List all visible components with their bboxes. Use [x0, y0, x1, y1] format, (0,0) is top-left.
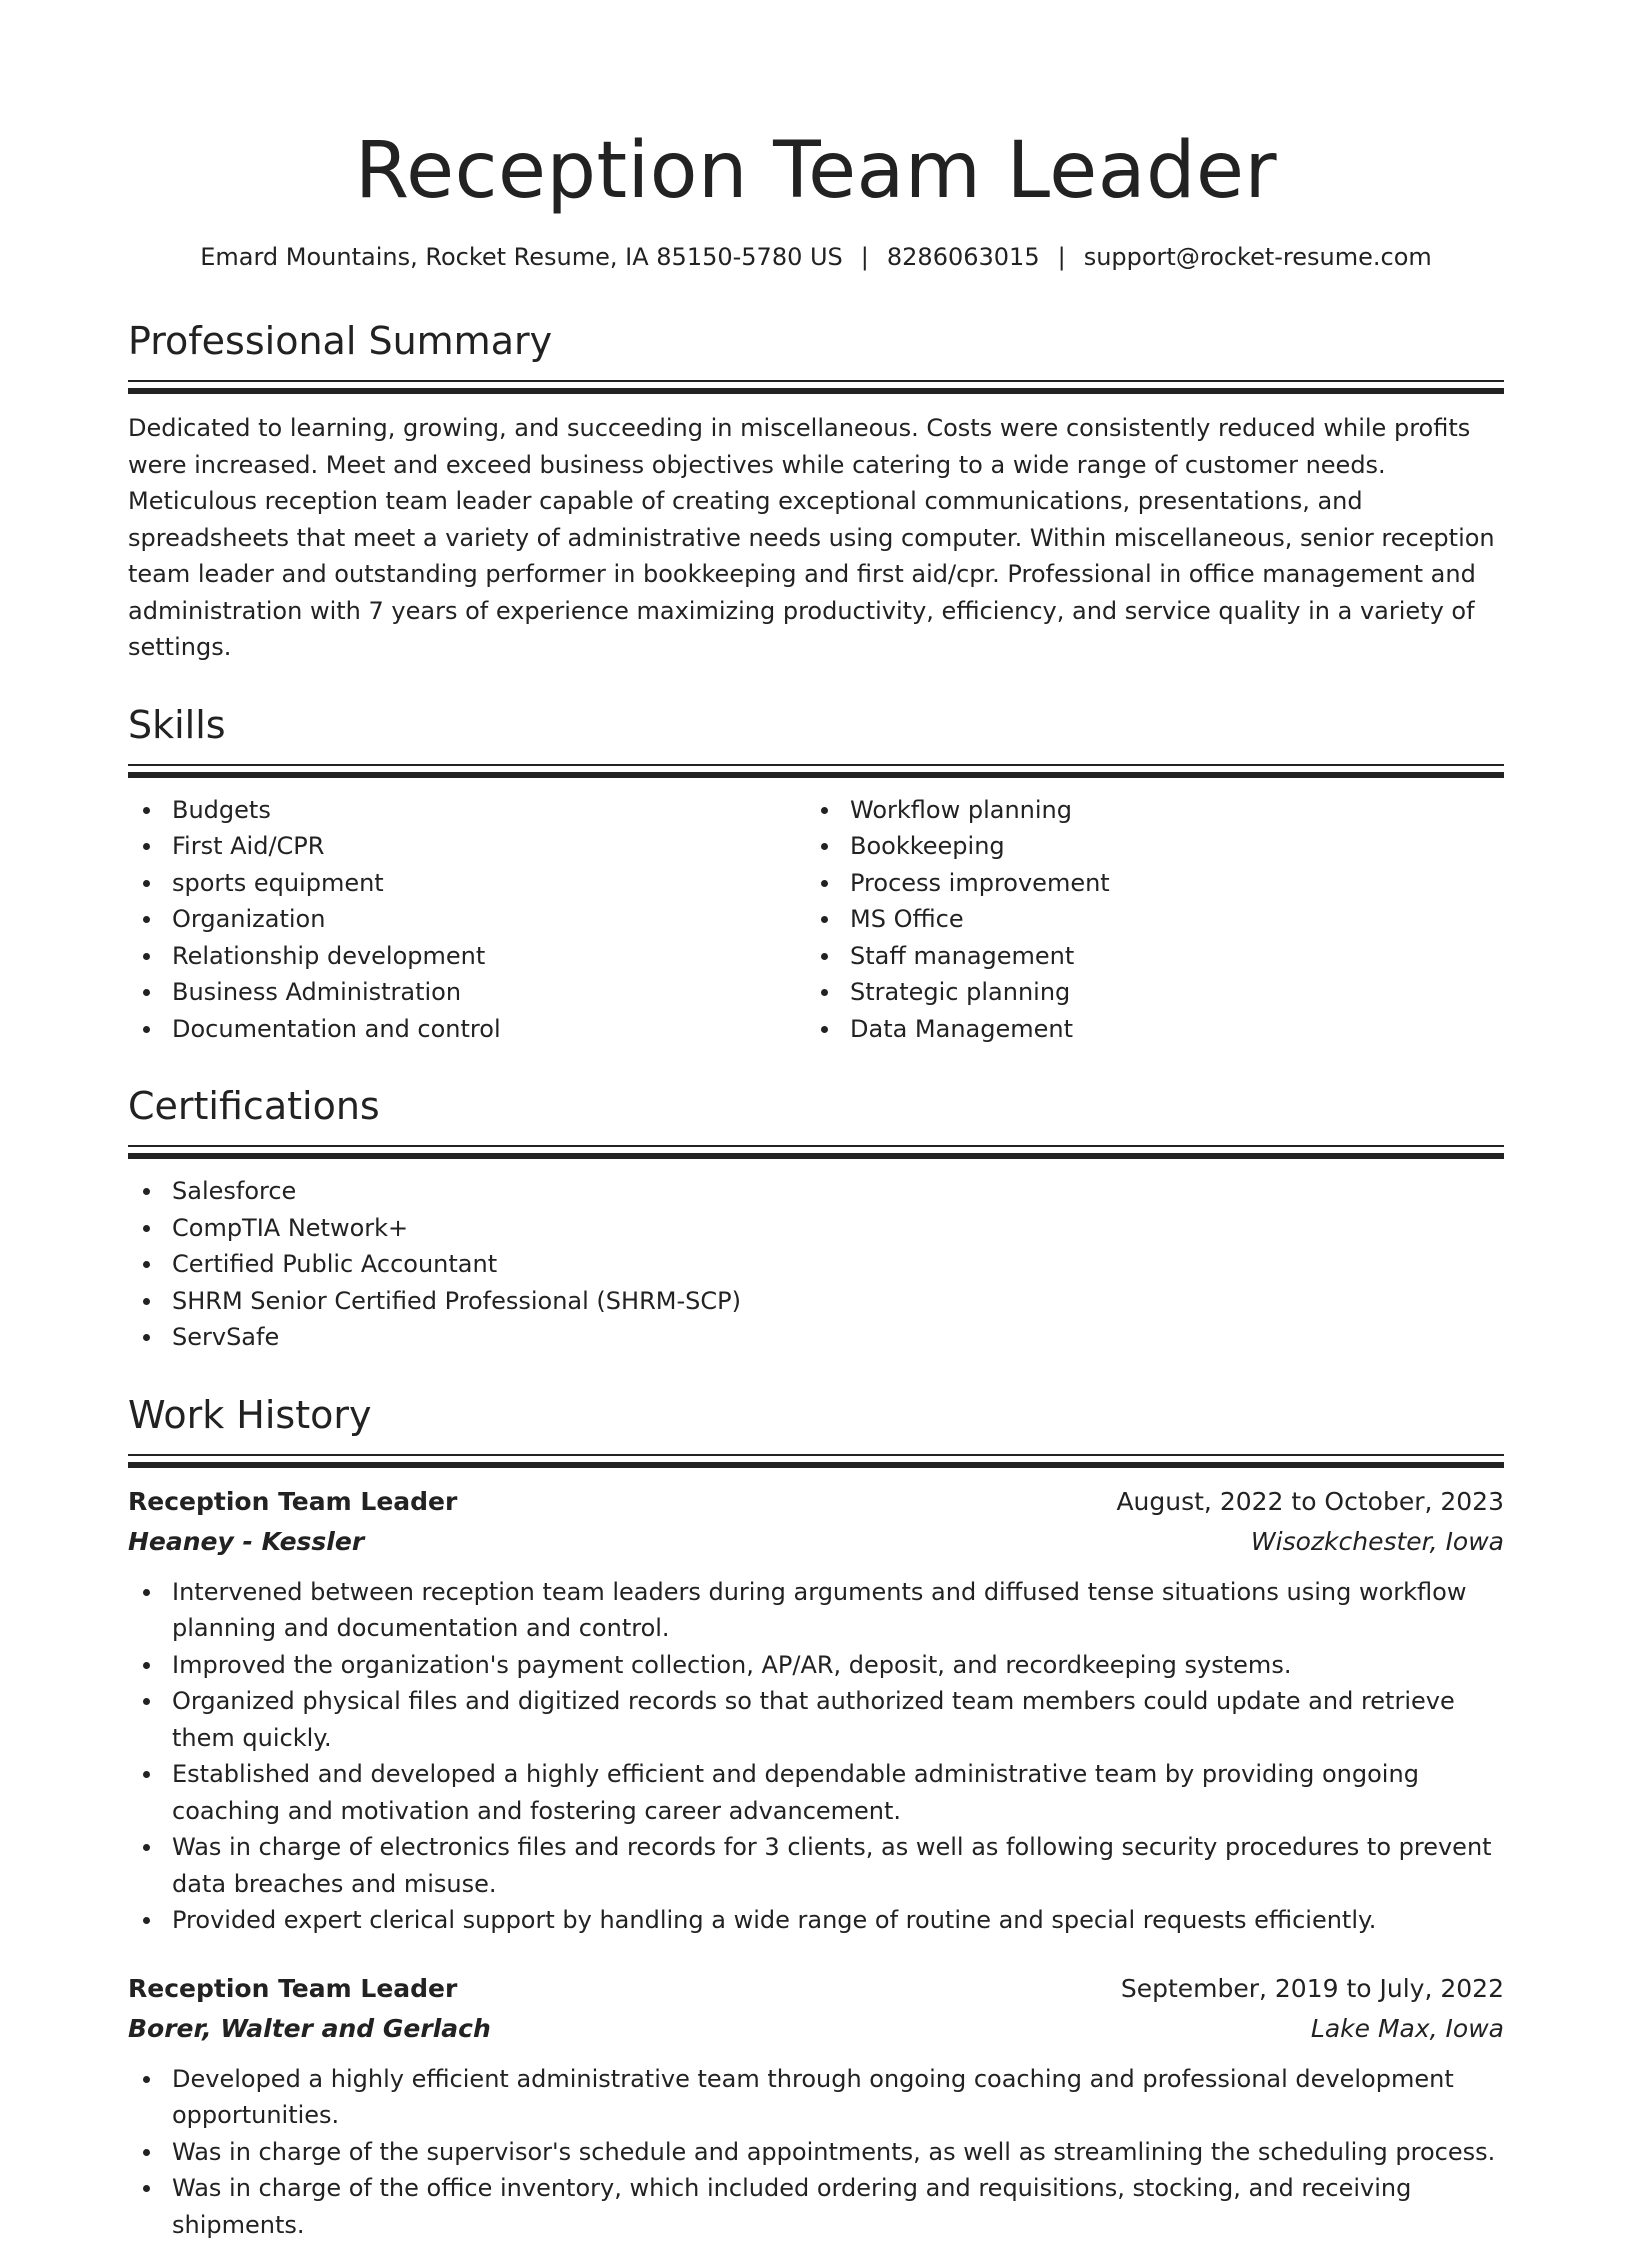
skill-item: MS Office — [806, 901, 1484, 938]
job-company-row — [128, 2009, 1504, 2049]
job-dates: September, 2019 to July, 2022 — [1121, 1969, 1504, 2009]
job-bullet: Provided expert clerical support by handling a wide range of routine and special requests efficiently. — [128, 1902, 1504, 1939]
job-entry — [128, 1969, 1504, 2243]
summary-section — [128, 318, 1504, 666]
job-title: Reception Team Leader — [128, 1482, 457, 1522]
skill-item: Relationship development — [128, 938, 806, 975]
contact-separator: | — [861, 240, 869, 274]
summary-text: Dedicated to learning, growing, and succeeding in miscellaneous. Costs were consistently reduced while profits were increased. Meet and exceed business objectives while catering to a wide range of customer needs. Meticulous reception team leader capable of creating exceptional communications, presentations, and spreadsheets that meet a variety of administrative needs using computer. Within miscellaneous, senior reception team leader and outstanding performer in bookkeeping and first aid/cpr. Professional in office management and administration with 7 years of experience maximizing productivity, efficiency, and service quality in a variety of settings. — [128, 410, 1504, 666]
certification-item: Salesforce — [128, 1173, 1504, 1210]
certification-item: CompTIA Network+ — [128, 1210, 1504, 1247]
job-company-row — [128, 1522, 1504, 1562]
contact-email: support@rocket-resume.com — [1084, 243, 1432, 271]
work-history-heading: Work History — [128, 1392, 1504, 1438]
job-location: Lake Max, Iowa — [1311, 2009, 1504, 2049]
job-bullet: Established and developed a highly efficient and dependable administrative team by providing ongoing coaching and motivation and fostering career advancement. — [128, 1756, 1504, 1829]
skill-item: sports equipment — [128, 865, 806, 902]
job-bullets — [128, 2061, 1504, 2243]
skill-item: First Aid/CPR — [128, 828, 806, 865]
section-divider — [128, 764, 1504, 778]
skills-list-left — [128, 792, 806, 1048]
section-divider — [128, 1145, 1504, 1159]
certification-item: Certified Public Accountant — [128, 1246, 1504, 1283]
skills-section — [128, 702, 1504, 1048]
skills-heading: Skills — [128, 702, 1504, 748]
skill-item: Budgets — [128, 792, 806, 829]
job-company: Borer, Walter and Gerlach — [128, 2009, 491, 2049]
certifications-section — [128, 1083, 1504, 1356]
job-title: Reception Team Leader — [128, 1969, 457, 2009]
contact-line — [128, 240, 1504, 274]
skill-item: Workflow planning — [806, 792, 1484, 829]
skill-item: Organization — [128, 901, 806, 938]
contact-separator: | — [1058, 240, 1066, 274]
skill-item: Data Management — [806, 1011, 1484, 1048]
contact-address: Emard Mountains, Rocket Resume, IA 85150-5780 US — [200, 243, 843, 271]
job-bullet: Was in charge of the office inventory, which included ordering and requisitions, stocking, and receiving shipments. — [128, 2170, 1504, 2243]
skill-item: Business Administration — [128, 974, 806, 1011]
skills-grid — [128, 792, 1504, 1048]
contact-phone: 8286063015 — [887, 243, 1040, 271]
resume-name: Reception Team Leader — [128, 124, 1504, 218]
job-bullet: Was in charge of electronics files and records for 3 clients, as well as following security procedures to prevent data breaches and misuse. — [128, 1829, 1504, 1902]
skill-item: Bookkeeping — [806, 828, 1484, 865]
skills-list-right — [806, 792, 1484, 1048]
job-dates: August, 2022 to October, 2023 — [1116, 1482, 1504, 1522]
job-bullet: Organized physical files and digitized records so that authorized team members could update and retrieve them quickly. — [128, 1683, 1504, 1756]
summary-heading: Professional Summary — [128, 318, 1504, 364]
section-divider — [128, 380, 1504, 394]
job-bullet: Developed a highly efficient administrative team through ongoing coaching and professional development opportunities. — [128, 2061, 1504, 2134]
certification-item: ServSafe — [128, 1319, 1504, 1356]
skill-item: Documentation and control — [128, 1011, 806, 1048]
job-bullet: Was in charge of the supervisor's schedule and appointments, as well as streamlining the scheduling process. — [128, 2134, 1504, 2171]
work-history-section — [128, 1392, 1504, 2243]
job-location: Wisozkchester, Iowa — [1251, 1522, 1504, 1562]
section-divider — [128, 1454, 1504, 1468]
job-entry — [128, 1482, 1504, 1939]
job-header-row — [128, 1969, 1504, 2009]
job-bullet: Improved the organization's payment collection, AP/AR, deposit, and recordkeeping systems. — [128, 1647, 1504, 1684]
certifications-heading: Certifications — [128, 1083, 1504, 1129]
skill-item: Staff management — [806, 938, 1484, 975]
skill-item: Strategic planning — [806, 974, 1484, 1011]
certifications-list — [128, 1173, 1504, 1356]
job-company: Heaney - Kessler — [128, 1522, 364, 1562]
certification-item: SHRM Senior Certified Professional (SHRM-SCP) — [128, 1283, 1504, 1320]
skill-item: Process improvement — [806, 865, 1484, 902]
job-bullet: Intervened between reception team leaders during arguments and diffused tense situations using workflow planning and documentation and control. — [128, 1574, 1504, 1647]
job-header-row — [128, 1482, 1504, 1522]
job-bullets — [128, 1574, 1504, 1939]
